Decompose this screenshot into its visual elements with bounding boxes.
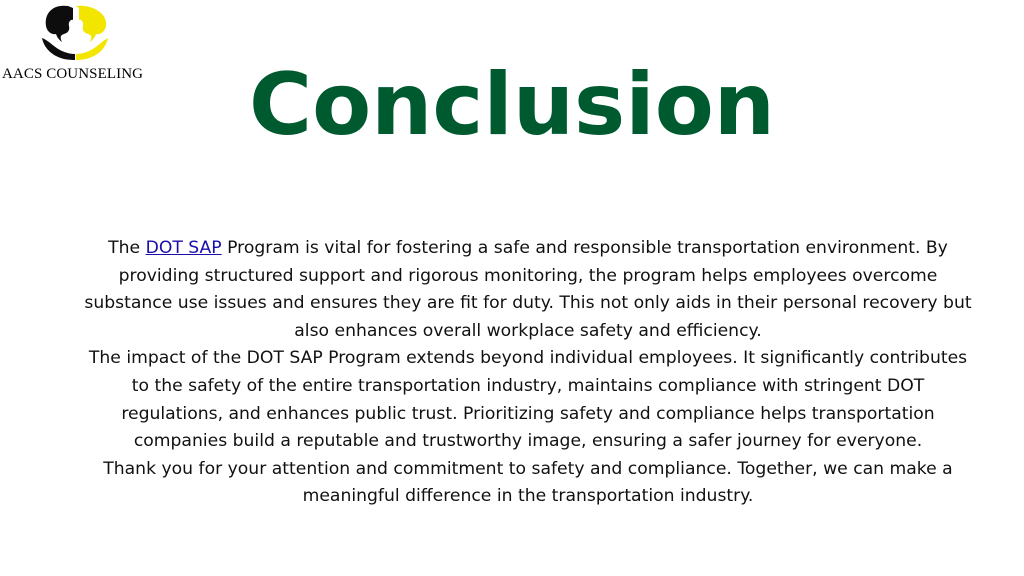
page-title: Conclusion [248, 55, 776, 155]
two-heads-hands-logo-icon [38, 2, 112, 66]
dot-sap-link[interactable]: DOT SAP [145, 238, 222, 258]
paragraph-1 [80, 235, 976, 345]
paragraph-3: Thank you for your attention and commitment to safety and compliance. Together, we can make a meaningful difference in the transportation industry. [103, 458, 953, 507]
logo-text: AACS COUNSELING [2, 66, 144, 82]
paragraph-1-suffix: Program is vital for fostering a safe and responsible transportation environment. By providing structured support and rigorous monitoring, the program helps employees overcome substance use issues and ensures they are fit for duty. This not only aids in their personal recovery but also enhances overall workplace safety and efficiency. [84, 238, 972, 341]
paragraph-2: The impact of the DOT SAP Program extends beyond individual employees. It significantly contributes to the safety of the entire transportation industry, maintains compliance with stringent DOT regulations, and enhances public trust. Prioritizing safety and compliance helps transportation companies build a reputable and trustworthy image, ensuring a safer journey for everyone. [88, 348, 968, 452]
conclusion-body [80, 235, 976, 511]
paragraph-1-prefix: The [108, 238, 146, 258]
